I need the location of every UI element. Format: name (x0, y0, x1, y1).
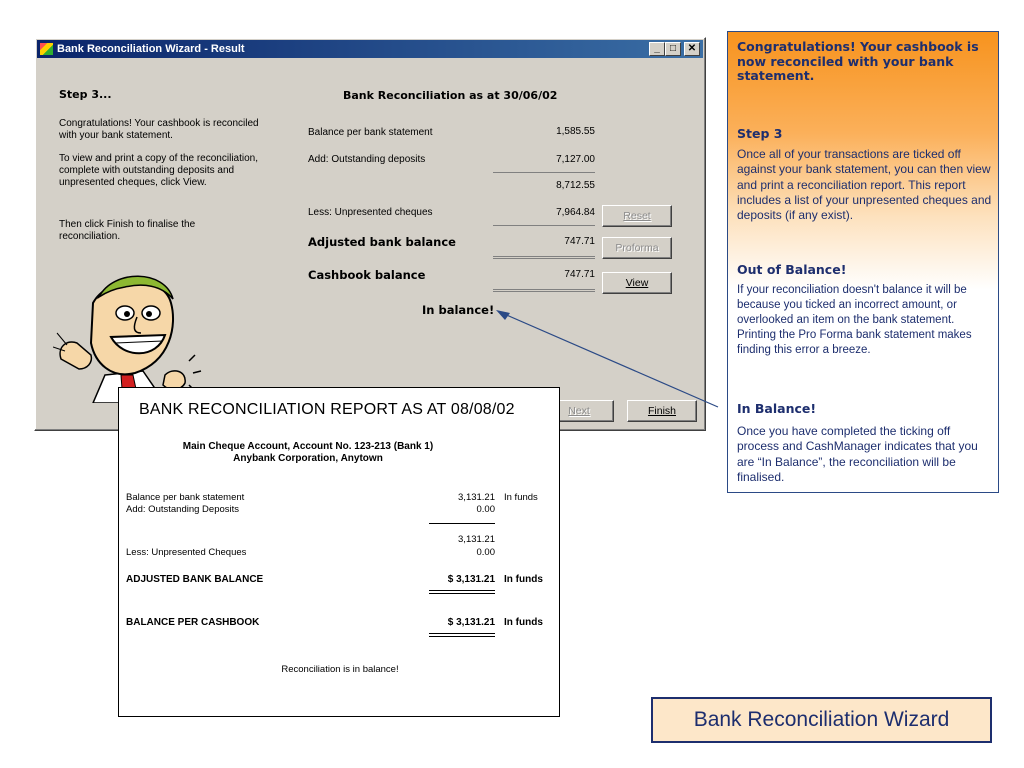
report-cashbook-double-rule (429, 633, 495, 637)
adjusted-bank-balance-amount: 747.71 (564, 236, 595, 247)
close-button[interactable]: ✕ (684, 42, 700, 56)
panel-intro: Congratulations! Your cashbook is now reconciled with your bank statement. (737, 39, 979, 83)
maximize-button[interactable]: □ (665, 42, 681, 56)
cartoon-mascot-icon (53, 263, 203, 403)
report-unpresented-amount: 0.00 (476, 547, 495, 558)
panel-out-heading: Out of Balance! (737, 262, 847, 277)
in-balance-status: In balance! (422, 303, 495, 317)
finish-button-label: Finish (647, 405, 676, 417)
panel-step-text: Once all of your transactions are ticked off against your bank statement, you can then view and print a reconciliation report. This report includes a list of your unpresented cheques and deposits (if any exist). (737, 147, 992, 223)
report-account: Main Cheque Account, Account No. 123-213 (Bank 1) (182, 441, 434, 452)
report-balance-per-bank-label: Balance per bank statement (126, 492, 245, 503)
panel-step-heading: Step 3 (737, 126, 783, 141)
view-button[interactable] (602, 272, 672, 294)
subtotal-rule (493, 172, 595, 173)
balance-per-bank-label: Balance per bank statement (308, 127, 433, 138)
wizard-label: Bank Reconciliation Wizard (651, 697, 992, 743)
report-title: BANK RECONCILIATION REPORT AS AT 08/08/02 (139, 401, 515, 418)
unpresented-cheques-label: Less: Unpresented cheques (308, 207, 433, 218)
minimize-button[interactable]: _ (649, 42, 665, 56)
reconciliation-report (118, 387, 560, 717)
proforma-button-label: Proforma (615, 242, 659, 254)
report-balance-per-bank-note: In funds (504, 492, 538, 503)
report-bank: Anybank Corporation, Anytown (233, 453, 383, 464)
title-bar[interactable] (37, 40, 703, 58)
unpresented-cheques-amount: 7,964.84 (556, 207, 595, 218)
step-label: Step 3... (59, 88, 112, 101)
reconciliation-heading: Bank Reconciliation as at 30/06/02 (343, 89, 558, 102)
instruction-finish: Then click Finish to finalise the reconciliation. (59, 219, 196, 242)
reset-button-label: Reset (623, 210, 651, 222)
instruction-congrats: Congratulations! Your cashbook is reconciled with your bank statement. (59, 118, 259, 141)
report-adjusted-note: In funds (504, 574, 543, 585)
report-footer: Reconciliation is in balance! (281, 664, 399, 675)
adjusted-bank-balance-label: Adjusted bank balance (308, 235, 456, 249)
next-button-label: Next (568, 405, 590, 417)
report-unpresented-label: Less: Unpresented Cheques (126, 547, 247, 558)
report-subtotal-rule (429, 523, 495, 524)
proforma-button[interactable] (602, 237, 672, 259)
report-cashbook-note: In funds (504, 617, 543, 628)
outstanding-deposits-amount: 7,127.00 (556, 154, 595, 165)
adjusted-rule (493, 225, 595, 226)
cashbook-balance-amount: 747.71 (564, 269, 595, 280)
subtotal-amount: 8,712.55 (556, 180, 595, 191)
help-panel (727, 31, 999, 493)
panel-in-heading: In Balance! (737, 401, 817, 416)
report-adjusted-amount: $ 3,131.21 (447, 574, 495, 585)
instruction-view: To view and print a copy of the reconciliation, complete with outstanding deposits and unpresented cheques, click View. (59, 153, 258, 188)
panel-out-text: If your reconciliation doesn't balance it will be because you ticked an incorrect amount, or overlooked an item on the bank statement. Printing the Pro Forma bank statement makes finding this error a breeze. (737, 284, 972, 356)
report-cashbook-amount: $ 3,131.21 (447, 617, 495, 628)
report-balance-per-bank-amount: 3,131.21 (458, 492, 495, 503)
balance-per-bank-amount: 1,585.55 (556, 126, 595, 137)
report-adjusted-label: ADJUSTED BANK BALANCE (126, 574, 264, 585)
window-title: Bank Reconciliation Wizard - Result (57, 43, 245, 55)
reset-button[interactable] (602, 205, 672, 227)
cashbook-balance-label: Cashbook balance (308, 268, 426, 282)
panel-in-text: Once you have completed the ticking off process and CashManager indicates that you are “In Balance”, the reconciliation will be finalised. (737, 424, 978, 484)
adjusted-double-rule (493, 256, 595, 259)
report-cashbook-label: BALANCE PER CASHBOOK (126, 617, 260, 628)
report-adjusted-double-rule (429, 590, 495, 594)
report-outstanding-label: Add: Outstanding Deposits (126, 504, 240, 515)
outstanding-deposits-label: Add: Outstanding deposits (308, 154, 426, 165)
cashbook-double-rule (493, 289, 595, 292)
report-outstanding-amount: 0.00 (476, 504, 495, 515)
view-button-label: View (625, 277, 649, 289)
app-icon (40, 43, 53, 55)
report-subtotal-amount: 3,131.21 (458, 534, 495, 545)
